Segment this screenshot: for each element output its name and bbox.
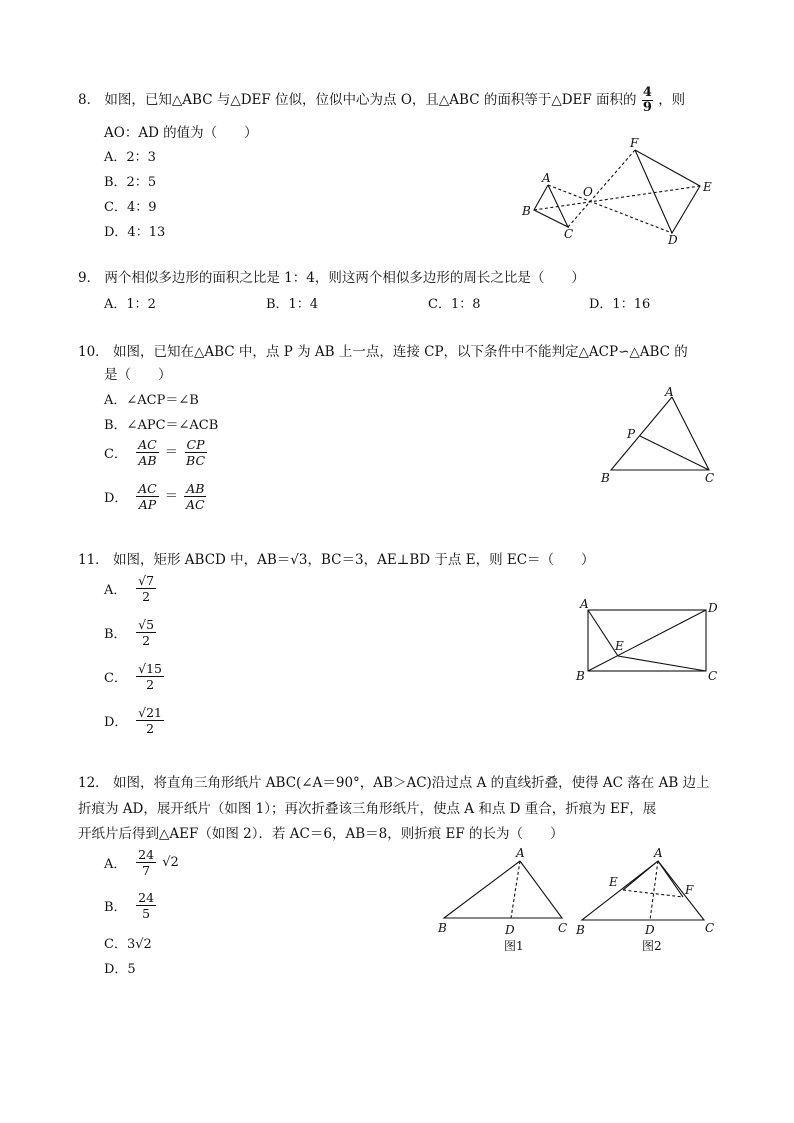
q12-fig1-fold-ad	[511, 861, 520, 918]
q10-option-d-label: D．	[104, 491, 128, 506]
q8-ray-cf	[568, 150, 635, 227]
q12-option-b-frac	[136, 890, 156, 921]
q11-number: 11．	[78, 552, 109, 568]
q12-stem-line1	[78, 771, 710, 791]
q10-option-c-frac2	[184, 437, 207, 468]
q12-stem-line3: 开纸片后得到△AEF（如图 2）．若 AC＝6，AB＝8，则折痕 EF 的长为（ ）	[78, 826, 564, 842]
q10-label-a: A	[665, 385, 674, 399]
q12-option-b-label: B．	[104, 900, 127, 915]
q12-option-a-num: 24	[138, 847, 155, 862]
q12-figure-1	[434, 843, 580, 959]
q11-option-d[interactable]	[104, 705, 166, 736]
q11-option-d-frac	[136, 705, 164, 736]
q12-fig2-label-a: A	[654, 846, 663, 860]
q10-option-b[interactable]: B．∠APC＝∠ACB	[104, 418, 219, 433]
q11-diagonal-bd	[588, 610, 706, 671]
q10-segment-cp	[640, 436, 709, 470]
q11-label-c: C	[708, 669, 718, 683]
q12-option-a-tail: √2	[162, 855, 179, 870]
q11-label-b: B	[576, 669, 585, 683]
q11-option-b-den: 2	[142, 633, 151, 648]
q12-option-a[interactable]	[104, 847, 179, 878]
q12-fig2-fold-ad	[650, 861, 658, 920]
q10-option-d-num2: AB	[186, 481, 205, 496]
q11-option-c-den: 2	[146, 677, 155, 692]
q8-triangle-def	[635, 150, 700, 233]
q12-option-a-label: A．	[104, 857, 127, 872]
q12-option-c[interactable]: C．3√2	[104, 937, 152, 952]
q11-label-e: E	[615, 639, 624, 653]
q11-option-a[interactable]	[104, 573, 158, 604]
q8-label-f: F	[630, 136, 639, 150]
q12-fig1-triangle-abc	[444, 861, 562, 918]
q9-option-d[interactable]: D．1：16	[589, 297, 651, 312]
q10-option-c-den2: BC	[186, 453, 206, 468]
q11-option-c-frac	[136, 661, 164, 692]
q12-fig1-caption: 图1	[504, 939, 524, 953]
q8-fraction-numerator: 4	[642, 85, 652, 100]
q10-stem-line1	[78, 340, 688, 360]
q12-option-a-den: 7	[142, 863, 151, 878]
q11-option-d-den: 2	[146, 721, 155, 736]
q12-figure-2	[572, 843, 722, 959]
q10-option-c-eq: ＝	[164, 445, 178, 460]
q10-label-b: B	[601, 471, 610, 485]
q8-stem-text-a: 如图，已知△ABC 与△DEF 位似，位似中心为点 O，且△ABC 的面积等于△DEF 面积的	[104, 92, 637, 108]
q10-option-c-frac1	[136, 437, 159, 468]
q12-stem-text-1: 如图，将直角三角形纸片 ABC(∠A＝90°，AB＞AC)沿过点 A 的直线折叠，使得 AC 落在 AB 边上	[112, 775, 710, 791]
q11-figure	[572, 596, 724, 688]
q10-option-c-num2: CP	[186, 437, 205, 452]
q12-fig2-caption: 图2	[642, 939, 662, 953]
q8-option-c[interactable]: C．4：9	[104, 200, 157, 215]
q12-option-d[interactable]: D．5	[104, 962, 136, 977]
q9-number: 9．	[78, 270, 101, 286]
q10-option-c-label: C．	[104, 447, 127, 462]
q9-stem	[78, 266, 585, 286]
q11-option-a-den: 2	[142, 589, 151, 604]
q10-option-d-frac1	[136, 481, 159, 512]
q8-label-o: O	[583, 185, 593, 199]
q8-figure	[510, 130, 730, 250]
q8-label-b: B	[522, 204, 531, 218]
q11-option-a-num: √7	[138, 573, 155, 588]
q10-option-d[interactable]	[104, 481, 209, 512]
q10-stem-text-1: 如图，已知在△ABC 中，点 P 为 AB 上一点，连接 CP，以下条件中不能判定△ACP∽△ABC 的	[112, 344, 688, 360]
q11-option-d-num: √21	[138, 705, 163, 720]
q8-stem-text-b: ，则	[658, 92, 686, 108]
q10-figure	[595, 382, 725, 488]
q11-option-d-label: D．	[104, 715, 128, 730]
q12-fig1-label-d: D	[505, 923, 515, 937]
q11-option-c-label: C．	[104, 671, 127, 686]
q8-option-d[interactable]: D．4：13	[104, 225, 166, 240]
q12-fig2-label-f: F	[685, 883, 694, 897]
q11-option-c-num: √15	[138, 661, 163, 676]
q10-triangle-abc	[611, 397, 709, 470]
q10-label-p: P	[627, 427, 636, 441]
q8-label-a: A	[542, 171, 551, 185]
q11-segment-ec	[618, 656, 706, 671]
q8-label-c: C	[564, 227, 574, 241]
q10-option-d-den2: AC	[186, 497, 205, 512]
q10-option-a[interactable]: A．∠ACP＝∠B	[104, 393, 199, 408]
q8-number: 8．	[78, 92, 101, 108]
q8-stem-line1	[78, 86, 685, 115]
q11-stem	[78, 548, 595, 568]
q8-stem-line2: AO：AD 的值为（ ）	[104, 125, 258, 141]
q12-fig2-label-b: B	[576, 923, 585, 937]
q10-number: 10．	[78, 344, 109, 360]
q8-fraction	[642, 86, 653, 115]
q10-option-c-den1: AB	[138, 453, 157, 468]
q9-stem-text: 两个相似多边形的面积之比是 1：4，则这两个相似多边形的周长之比是（ ）	[104, 270, 585, 286]
q8-option-a[interactable]: A．2：3	[104, 150, 156, 165]
q8-fraction-denominator: 9	[642, 100, 652, 115]
q11-option-b-frac	[136, 617, 156, 648]
q12-fig1-label-b: B	[438, 921, 447, 935]
q10-option-d-frac2	[184, 481, 207, 512]
q12-stem-line2: 折痕为 AD，展开纸片（如图 1）；再次折叠该三角形纸片，使点 A 和点 D 重合，折痕为 EF，展	[78, 801, 657, 817]
q12-number: 12．	[78, 775, 109, 791]
q12-fig2-label-e: E	[609, 875, 618, 889]
q9-option-c[interactable]: C．1：8	[428, 297, 481, 312]
q12-fig1-label-c: C	[558, 921, 568, 935]
q10-option-d-num1: AC	[138, 481, 157, 496]
q9-option-b[interactable]: B．1：4	[266, 297, 319, 312]
q10-option-c-num1: AC	[138, 437, 157, 452]
q11-option-a-frac	[136, 573, 156, 604]
q11-stem-text: 如图，矩形 ABCD 中，AB＝√3，BC＝3，AE⊥BD 于点 E，则 EC＝（ ）	[112, 552, 595, 568]
q8-option-b[interactable]: B．2：5	[104, 175, 157, 190]
q12-fig2-label-d: D	[645, 923, 655, 937]
q11-option-b-label: B．	[104, 627, 127, 642]
q12-fig2-triangle-aef	[623, 861, 683, 897]
q11-option-b-num: √5	[138, 617, 155, 632]
q11-segment-ae	[588, 610, 618, 656]
q10-option-d-den1: AP	[138, 497, 157, 512]
q10-stem-line2: 是（ ）	[104, 367, 172, 383]
q12-fig1-label-a: A	[516, 846, 525, 860]
q10-option-d-eq: ＝	[164, 489, 178, 504]
q12-option-b[interactable]	[104, 890, 158, 921]
q12-option-a-frac	[136, 847, 156, 878]
q11-option-a-label: A．	[104, 583, 127, 598]
q12-option-b-num: 24	[138, 890, 155, 905]
q12-fig2-label-c: C	[705, 921, 715, 935]
q10-option-c[interactable]	[104, 437, 209, 468]
q8-label-d: D	[668, 233, 678, 247]
q9-option-a[interactable]: A．1：2	[104, 297, 156, 312]
q11-option-b[interactable]	[104, 617, 158, 648]
q10-label-c: C	[705, 471, 715, 485]
q8-label-e: E	[703, 180, 712, 194]
q11-option-c[interactable]	[104, 661, 166, 692]
q11-label-d: D	[708, 601, 718, 615]
q12-option-b-den: 5	[142, 906, 151, 921]
q11-label-a: A	[580, 597, 589, 611]
